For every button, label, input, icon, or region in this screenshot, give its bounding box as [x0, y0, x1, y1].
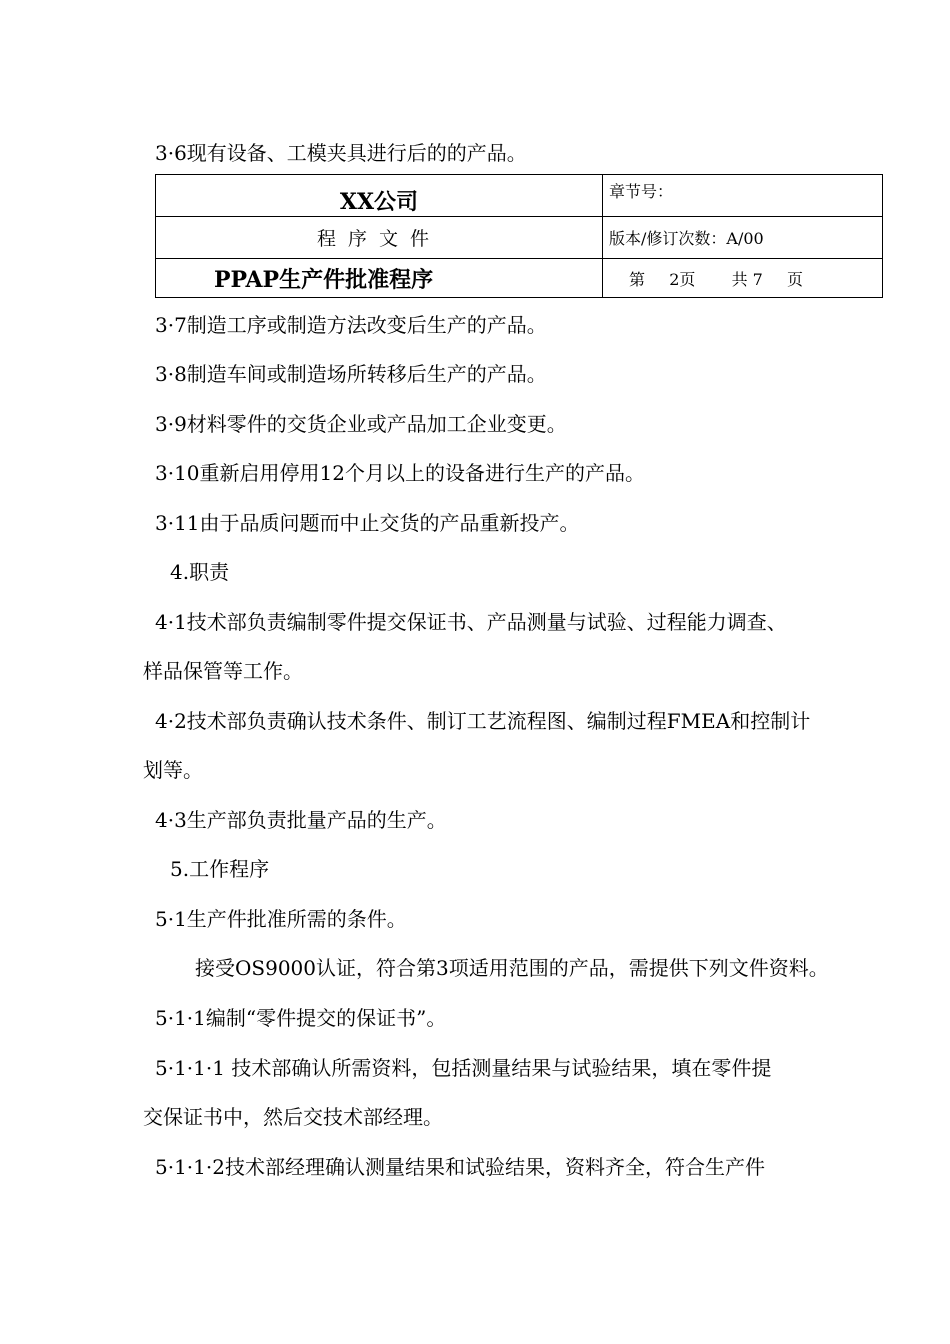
- text-line: 划等。: [143, 758, 203, 782]
- section-heading: 5.工作程序: [170, 857, 270, 881]
- text-line: 3·11由于品质问题而中止交货的产品重新投产。: [155, 511, 580, 535]
- text-line: 3·8制造车间或制造场所转移后生产的产品。: [155, 362, 547, 386]
- text-line: 交保证书中，然后交技术部经理。: [143, 1105, 443, 1129]
- text-line: 5·1生产件批准所需的条件。: [155, 907, 407, 931]
- company-name: XX公司: [156, 175, 603, 217]
- text-line: 接受OS9000认证，符合第3项适用范围的产品，需提供下列文件资料。: [195, 956, 829, 980]
- text-line: 3·7制造工序或制造方法改变后生产的产品。: [155, 313, 547, 337]
- text-line: 样品保管等工作。: [143, 659, 303, 683]
- chapter-number-label: 章节号：: [603, 175, 883, 217]
- page-prefix: 第: [629, 269, 646, 289]
- document-title: PPAP生产件批准程序: [156, 259, 603, 298]
- text-line: 5·1·1编制“零件提交的保证书”。: [155, 1006, 447, 1030]
- text-line: 4·1技术部负责编制零件提交保证书、产品测量与试验、过程能力调查、: [155, 610, 787, 634]
- text-line: 3·6现有设备、工模夹具进行后的的产品。: [155, 141, 527, 165]
- page-number: 2页: [669, 269, 696, 289]
- text-line: 3·10重新启用停用12个月以上的设备进行生产的产品。: [155, 461, 645, 485]
- page-suffix: 页: [787, 269, 804, 289]
- document-type: 程序文件: [156, 217, 603, 259]
- text-line: 5·1·1·1 技术部确认所需资料，包括测量结果与试验结果，填在零件提: [155, 1056, 772, 1080]
- text-line: 4·3生产部负责批量产品的生产。: [155, 808, 447, 832]
- section-heading: 4.职责: [170, 560, 230, 584]
- page-total: 共 7: [731, 269, 763, 289]
- version-label: 版本/修订次数：A/00: [603, 217, 883, 259]
- text-line: 4·2技术部负责确认技术条件、制订工艺流程图、编制过程FMEA和控制计: [155, 709, 811, 733]
- document-header-table: [155, 174, 883, 298]
- page-info: [603, 259, 883, 298]
- text-line: 5·1·1·2技术部经理确认测量结果和试验结果，资料齐全，符合生产件: [155, 1155, 765, 1179]
- text-line: 3·9材料零件的交货企业或产品加工企业变更。: [155, 412, 567, 436]
